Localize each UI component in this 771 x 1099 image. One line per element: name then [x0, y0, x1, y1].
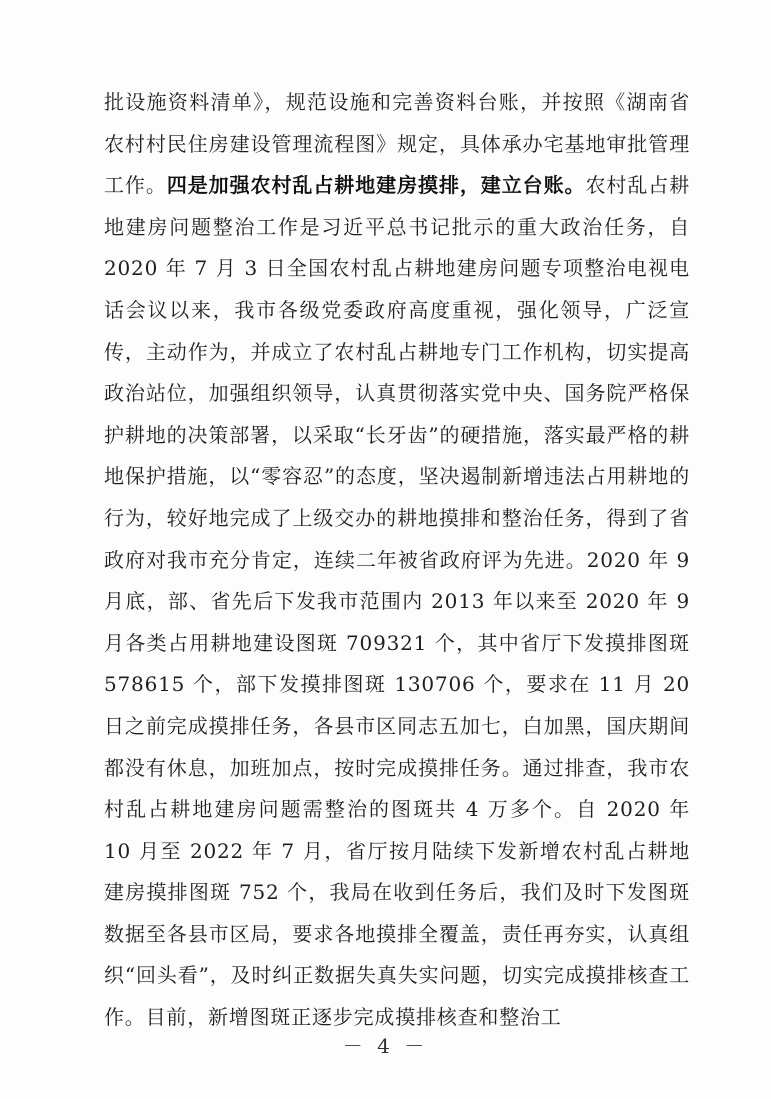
page-number: － 4 － — [342, 1034, 429, 1058]
paragraph-text-part1: 批设施资料清单》，规范设施和完善资料台账，并按照《湖南省农村村民住房建设管理流程图》规定，具体承办宅基地审批管理工作。 — [104, 90, 690, 198]
bold-heading: 四是加强农村乱占耕地建房摸排，建立台账。 — [166, 173, 586, 198]
paragraph-text-part2: 农村乱占耕地建房问题整治工作是习近平总书记批示的重大政治任务，自 2020 年 7 月 3 日全国农村乱占耕地建房问题专项整治电视电话会议以来，我市各级党委政府高度重视，强化领导，广泛宣传，主动作为，并成立了农村乱占耕地专门工作机构，切实提高政治站位，加强组织领导，认真贯彻落实党中央、国务院严格保护耕地的决策部署，以采取“长牙齿”的硬措施，落实最严格的耕地保护措施，以“零容忍”的态度，坚决遏制新增违法占用耕地的行为，较好地完成了上级交办的耕地摸排和整治任务，得到了省政府对我市充分肯定，连续二年被省政府评为先进。2020 年 9 月底，部、省先后下发我市范围内 2013 年以来至 2020 年 9 月各类占用耕地建设图斑 709321 个，其中省厅下发摸排图斑 578615 个，部下发摸排图斑 130706 个，要求在 11 月 20 日之前完成摸排任务，各县市区同志五加七，白加黑，国庆期间都没有休息，加班加点，按时完成摸排任务。通过排查，我市农村乱占耕地建房问题需整治的图斑共 4 万多个。自 2020 年 10 月至 2022 年 7 月，省厅按月陆续下发新增农村乱占耕地建房摸排图斑 752 个，我局在收到任务后，我们及时下发图斑数据至各县市区局，要求各地摸排全覆盖，责任再夯实，认真组织“回头看”，及时纠正数据失真失实问题，切实完成摸排核查工作。目前，新增图斑正逐步完成摸排核查和整治工 — [104, 173, 691, 1030]
body-paragraph — [104, 82, 690, 1039]
